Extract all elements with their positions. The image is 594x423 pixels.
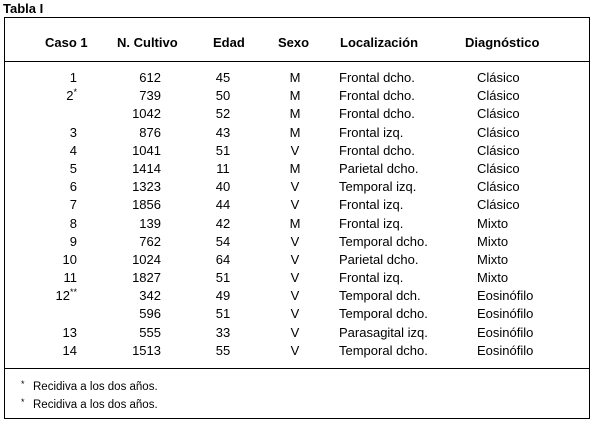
cell-cultivo: 1024 — [132, 251, 161, 267]
cell-edad: 52 — [215, 106, 231, 122]
cell-caso — [35, 287, 77, 305]
cell-localizacion: Frontal dcho. — [339, 70, 415, 85]
cell-localizacion: Frontal izq. — [339, 270, 404, 286]
cell-caso — [35, 196, 77, 214]
cell-caso — [35, 342, 77, 360]
cell-caso — [35, 160, 77, 178]
cell-sexo: V — [290, 270, 300, 286]
table-title: Tabla I — [3, 1, 44, 16]
table-row — [5, 142, 589, 160]
cell-edad: 51 — [215, 142, 231, 158]
cell-sexo: V — [290, 251, 300, 267]
case-number: 6 — [69, 179, 77, 195]
cell-sexo: V — [290, 324, 300, 340]
table-row — [5, 324, 589, 342]
cell-diagnostico: Clásico — [477, 197, 520, 213]
footnote-text: Recidiva a los dos años. — [33, 399, 158, 411]
case-number: 9 — [69, 233, 77, 249]
cell-cultivo: 596 — [139, 306, 161, 322]
case-number: 13 — [62, 324, 77, 340]
cell-diagnostico: Clásico — [477, 88, 520, 104]
cell-caso — [35, 178, 77, 196]
cell-sexo: M — [289, 88, 301, 104]
table-row — [5, 305, 589, 323]
cell-edad: 43 — [215, 124, 231, 140]
footnote-marker: ** — [69, 287, 77, 298]
footnotes — [21, 377, 158, 413]
cell-edad: 11 — [216, 160, 230, 176]
case-number: 11 — [63, 270, 77, 286]
cell-cultivo: 139 — [139, 215, 161, 231]
footnote-mark: * — [21, 397, 25, 407]
cell-cultivo: 1041 — [132, 142, 161, 158]
cell-caso — [35, 269, 77, 287]
cell-diagnostico: Eosinófilo — [477, 288, 534, 304]
cell-sexo: M — [289, 215, 301, 231]
cell-sexo: V — [290, 233, 300, 249]
cell-localizacion: Frontal dcho. — [339, 106, 415, 122]
cell-edad: 45 — [215, 70, 231, 85]
table-row — [5, 251, 589, 269]
cell-cultivo: 612 — [139, 70, 161, 85]
cell-edad: 40 — [215, 179, 231, 195]
case-number: 10 — [62, 251, 77, 267]
cell-edad: 33 — [215, 324, 231, 340]
table-row — [5, 87, 589, 105]
cell-edad: 51 — [215, 270, 231, 286]
cell-cultivo: 1827 — [132, 270, 161, 286]
cell-caso — [35, 124, 77, 142]
cell-sexo: M — [289, 124, 301, 140]
cell-diagnostico: Mixto — [477, 215, 509, 231]
cell-cultivo: 1513 — [132, 342, 161, 358]
table-row — [5, 69, 589, 87]
cell-diagnostico: Clásico — [477, 70, 520, 85]
table-row — [5, 215, 589, 233]
cell-sexo: V — [290, 179, 300, 195]
cell-caso — [35, 142, 77, 160]
cell-diagnostico: Eosinófilo — [477, 306, 534, 322]
cell-cultivo: 555 — [139, 324, 161, 340]
cell-diagnostico: Clásico — [477, 179, 520, 195]
table-row — [5, 269, 589, 287]
column-header-diagnostico: Diagnóstico — [465, 35, 540, 50]
footnote-mark: * — [21, 379, 25, 389]
cell-cultivo: 342 — [139, 288, 161, 304]
cell-localizacion: Temporal dch. — [339, 288, 421, 304]
case-number: 2 — [66, 88, 74, 104]
cell-caso — [35, 87, 77, 105]
column-header-localizacion: Localización — [340, 35, 419, 50]
cell-edad: 55 — [215, 342, 231, 358]
table-row — [5, 287, 589, 305]
case-number: 14 — [62, 342, 77, 358]
footnote — [21, 395, 158, 413]
cell-localizacion: Temporal dcho. — [339, 342, 428, 358]
cell-cultivo: 1323 — [132, 179, 161, 195]
cell-sexo: V — [290, 288, 300, 304]
cell-localizacion: Frontal dcho. — [339, 142, 415, 158]
table-row — [5, 342, 589, 360]
table-row — [5, 233, 589, 251]
cell-cultivo: 739 — [139, 88, 161, 104]
table-row — [5, 105, 589, 123]
case-number: 7 — [69, 197, 77, 213]
column-header-sexo: Sexo — [278, 35, 310, 50]
table-row — [5, 124, 589, 142]
cell-diagnostico: Eosinófilo — [477, 324, 534, 340]
cell-caso — [35, 324, 77, 342]
cell-diagnostico: Mixto — [477, 251, 509, 267]
cell-localizacion: Frontal dcho. — [339, 88, 415, 104]
table-row — [5, 160, 589, 178]
cell-caso — [35, 69, 77, 87]
case-number: 5 — [69, 160, 77, 176]
cell-cultivo: 876 — [139, 124, 161, 140]
case-number: 12 — [55, 288, 70, 304]
cell-localizacion: Parietal dcho. — [339, 251, 419, 267]
cell-sexo: M — [289, 160, 301, 176]
cell-sexo: M — [289, 106, 301, 122]
cell-caso — [35, 215, 77, 233]
cell-localizacion: Parietal dcho. — [339, 160, 419, 176]
cell-caso — [35, 233, 77, 251]
table-row — [5, 196, 589, 214]
cell-edad: 42 — [215, 215, 231, 231]
cell-sexo: M — [289, 70, 301, 85]
footnote-marker: * — [73, 87, 77, 98]
cell-cultivo: 1856 — [132, 197, 161, 213]
cell-edad: 49 — [215, 288, 231, 304]
cell-sexo: V — [290, 306, 300, 322]
cell-sexo: V — [290, 197, 300, 213]
case-number: 1 — [69, 70, 77, 85]
cell-localizacion: Frontal izq. — [339, 215, 404, 231]
table-body — [5, 69, 589, 360]
cell-diagnostico: Clásico — [477, 160, 520, 176]
cell-edad: 50 — [215, 88, 231, 104]
cell-localizacion: Frontal izq. — [339, 197, 404, 213]
footnote-text: Recidiva a los dos años. — [33, 381, 158, 393]
case-number: 8 — [69, 215, 77, 231]
cell-cultivo: 1042 — [132, 106, 161, 122]
case-number: 4 — [69, 142, 77, 158]
table-row — [5, 178, 589, 196]
header-divider — [5, 61, 589, 62]
cell-edad: 44 — [215, 197, 231, 213]
cell-localizacion: Temporal dcho. — [339, 233, 428, 249]
cell-cultivo: 1414 — [132, 160, 161, 176]
footnote — [21, 377, 158, 395]
column-header-caso: Caso 1 — [45, 35, 88, 50]
footnote-divider — [5, 368, 589, 369]
cell-sexo: V — [290, 142, 300, 158]
cell-localizacion: Temporal dcho. — [339, 306, 428, 322]
cell-diagnostico: Clásico — [477, 142, 520, 158]
cell-cultivo: 762 — [139, 233, 161, 249]
cell-edad: 64 — [215, 251, 231, 267]
cell-localizacion: Temporal izq. — [339, 179, 417, 195]
column-header-cultivo: N. Cultivo — [117, 35, 178, 50]
cell-diagnostico: Clásico — [477, 124, 520, 140]
cell-localizacion: Parasagital izq. — [339, 324, 428, 340]
cell-caso — [35, 251, 77, 269]
cell-edad: 51 — [215, 306, 231, 322]
cell-sexo: V — [290, 342, 300, 358]
cell-diagnostico: Clásico — [477, 106, 520, 122]
table-frame — [4, 17, 590, 419]
case-number: 3 — [69, 124, 77, 140]
column-header-edad: Edad — [213, 35, 245, 50]
cell-localizacion: Frontal izq. — [339, 124, 404, 140]
cell-diagnostico: Eosinófilo — [477, 342, 534, 358]
cell-diagnostico: Mixto — [477, 270, 509, 286]
cell-diagnostico: Mixto — [477, 233, 509, 249]
cell-edad: 54 — [215, 233, 231, 249]
